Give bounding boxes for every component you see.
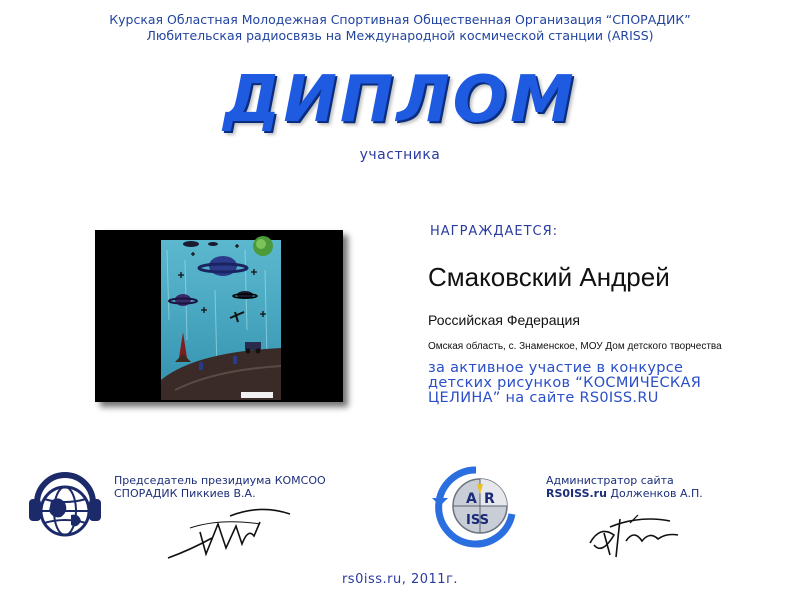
globe-headphones-icon (25, 465, 105, 545)
footer-site-year: rs0iss.ru, 2011г. (341, 572, 459, 587)
header-organization: Курская Областная Молодежная Спортивная Общественная Организация “СПОРАДИК” (109, 12, 691, 27)
right-signatory-title: Администратор сайта (546, 474, 674, 487)
ariss-letters-iss: ISS (466, 513, 489, 528)
left-signature-icon (160, 498, 300, 568)
left-signatory-title: Председатель президиума КОМСОО (114, 474, 326, 487)
right-signatory-name (546, 487, 703, 500)
right-signatory-site: RS0ISS.ru (546, 487, 607, 500)
ariss-letter-r: R (484, 491, 495, 507)
ariss-icon (430, 462, 522, 552)
award-reason-line: за активное участие в конкурсе (428, 360, 684, 376)
award-reason-line: детских рисунков “КОСМИЧЕСКАЯ (428, 375, 702, 391)
ariss-letter-a: A (466, 491, 477, 507)
globe-headphones-logo (25, 465, 105, 545)
right-signature-icon (580, 505, 700, 565)
diploma-subtitle: участника (359, 147, 441, 163)
award-reason (428, 361, 768, 406)
recipient-country: Российская Федерация (428, 312, 580, 328)
drawing-frame (95, 230, 343, 402)
left-signature (160, 498, 300, 568)
ariss-logo (430, 462, 522, 552)
recipient-name: Смаковский Андрей (428, 262, 670, 292)
left-signatory-name: СПОРАДИК Пиккиев В.А. (114, 487, 256, 500)
header-subtitle: Любительская радиосвязь на Международной космической станции (ARISS) (146, 28, 654, 43)
recipient-address: Омская область, с. Знаменское, МОУ Дом детского творчества (428, 341, 722, 352)
left-signatory (114, 474, 326, 500)
diploma-title: ДИПЛОМ (223, 63, 577, 137)
award-reason-line: ЦЕЛИНА” на сайте RS0ISS.RU (428, 390, 659, 406)
right-signature (580, 505, 700, 565)
right-signatory-person: Долженков А.П. (606, 487, 703, 500)
awarded-label: НАГРАЖДАЕТСЯ: (430, 224, 559, 239)
right-signatory (546, 474, 703, 500)
children-drawing-image (95, 230, 343, 402)
